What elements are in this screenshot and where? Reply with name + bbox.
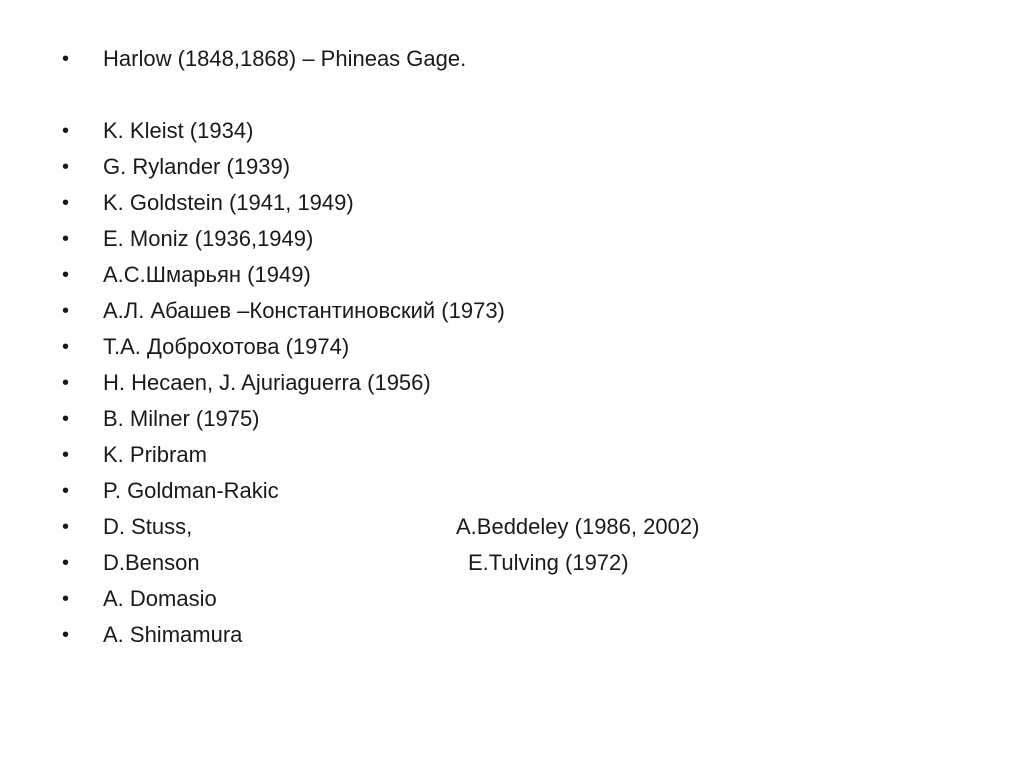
- list-item-text: K. Goldstein (1941, 1949): [103, 190, 354, 215]
- bullet-icon: •: [62, 192, 70, 214]
- list-item-text: Т.А. Доброхотова (1974): [103, 334, 350, 359]
- list-item-text: А.Л. Абашев –Константиновский (1973): [103, 298, 505, 323]
- bullet-icon: •: [62, 408, 70, 430]
- bullet-icon: •: [62, 372, 70, 394]
- list-item-text: Harlow (1848,1868) – Phineas Gage.: [103, 46, 467, 71]
- list-item-second-column-text: E.Tulving (1972): [468, 550, 629, 575]
- list-item-text: А.С.Шмарьян (1949): [103, 262, 311, 287]
- bullet-icon: •: [62, 120, 70, 142]
- bullet-icon: •: [62, 588, 70, 610]
- list-item-second-column-text: A.Beddeley (1986, 2002): [456, 514, 700, 539]
- bullet-icon: •: [62, 336, 70, 358]
- bullet-icon: •: [62, 300, 70, 322]
- bullet-icon: •: [62, 552, 70, 574]
- bullet-icon: •: [62, 444, 70, 466]
- bullet-icon: •: [62, 264, 70, 286]
- list-item-text: A. Domasio: [103, 586, 217, 611]
- list-item-text: H. Hecaen, J. Ajuriaguerra (1956): [103, 370, 431, 395]
- list-item-text: E. Moniz (1936,1949): [103, 226, 314, 251]
- bullet-icon: •: [62, 624, 70, 646]
- list-item-text: D.Benson: [103, 550, 200, 575]
- bullet-icon: •: [62, 48, 70, 70]
- list-item-text: K. Kleist (1934): [103, 118, 254, 143]
- list-item-text: G. Rylander (1939): [103, 154, 291, 179]
- bullet-icon: •: [62, 228, 70, 250]
- bullet-icon: •: [62, 516, 70, 538]
- list-item-text: A. Shimamura: [103, 622, 243, 647]
- list-item-text: B. Milner (1975): [103, 406, 260, 431]
- list-item-text: P. Goldman-Rakic: [103, 478, 279, 503]
- bullet-icon: •: [62, 480, 70, 502]
- bullet-icon: •: [62, 156, 70, 178]
- list-item-text: K. Pribram: [103, 442, 207, 467]
- list-item-text: D. Stuss,: [103, 514, 193, 539]
